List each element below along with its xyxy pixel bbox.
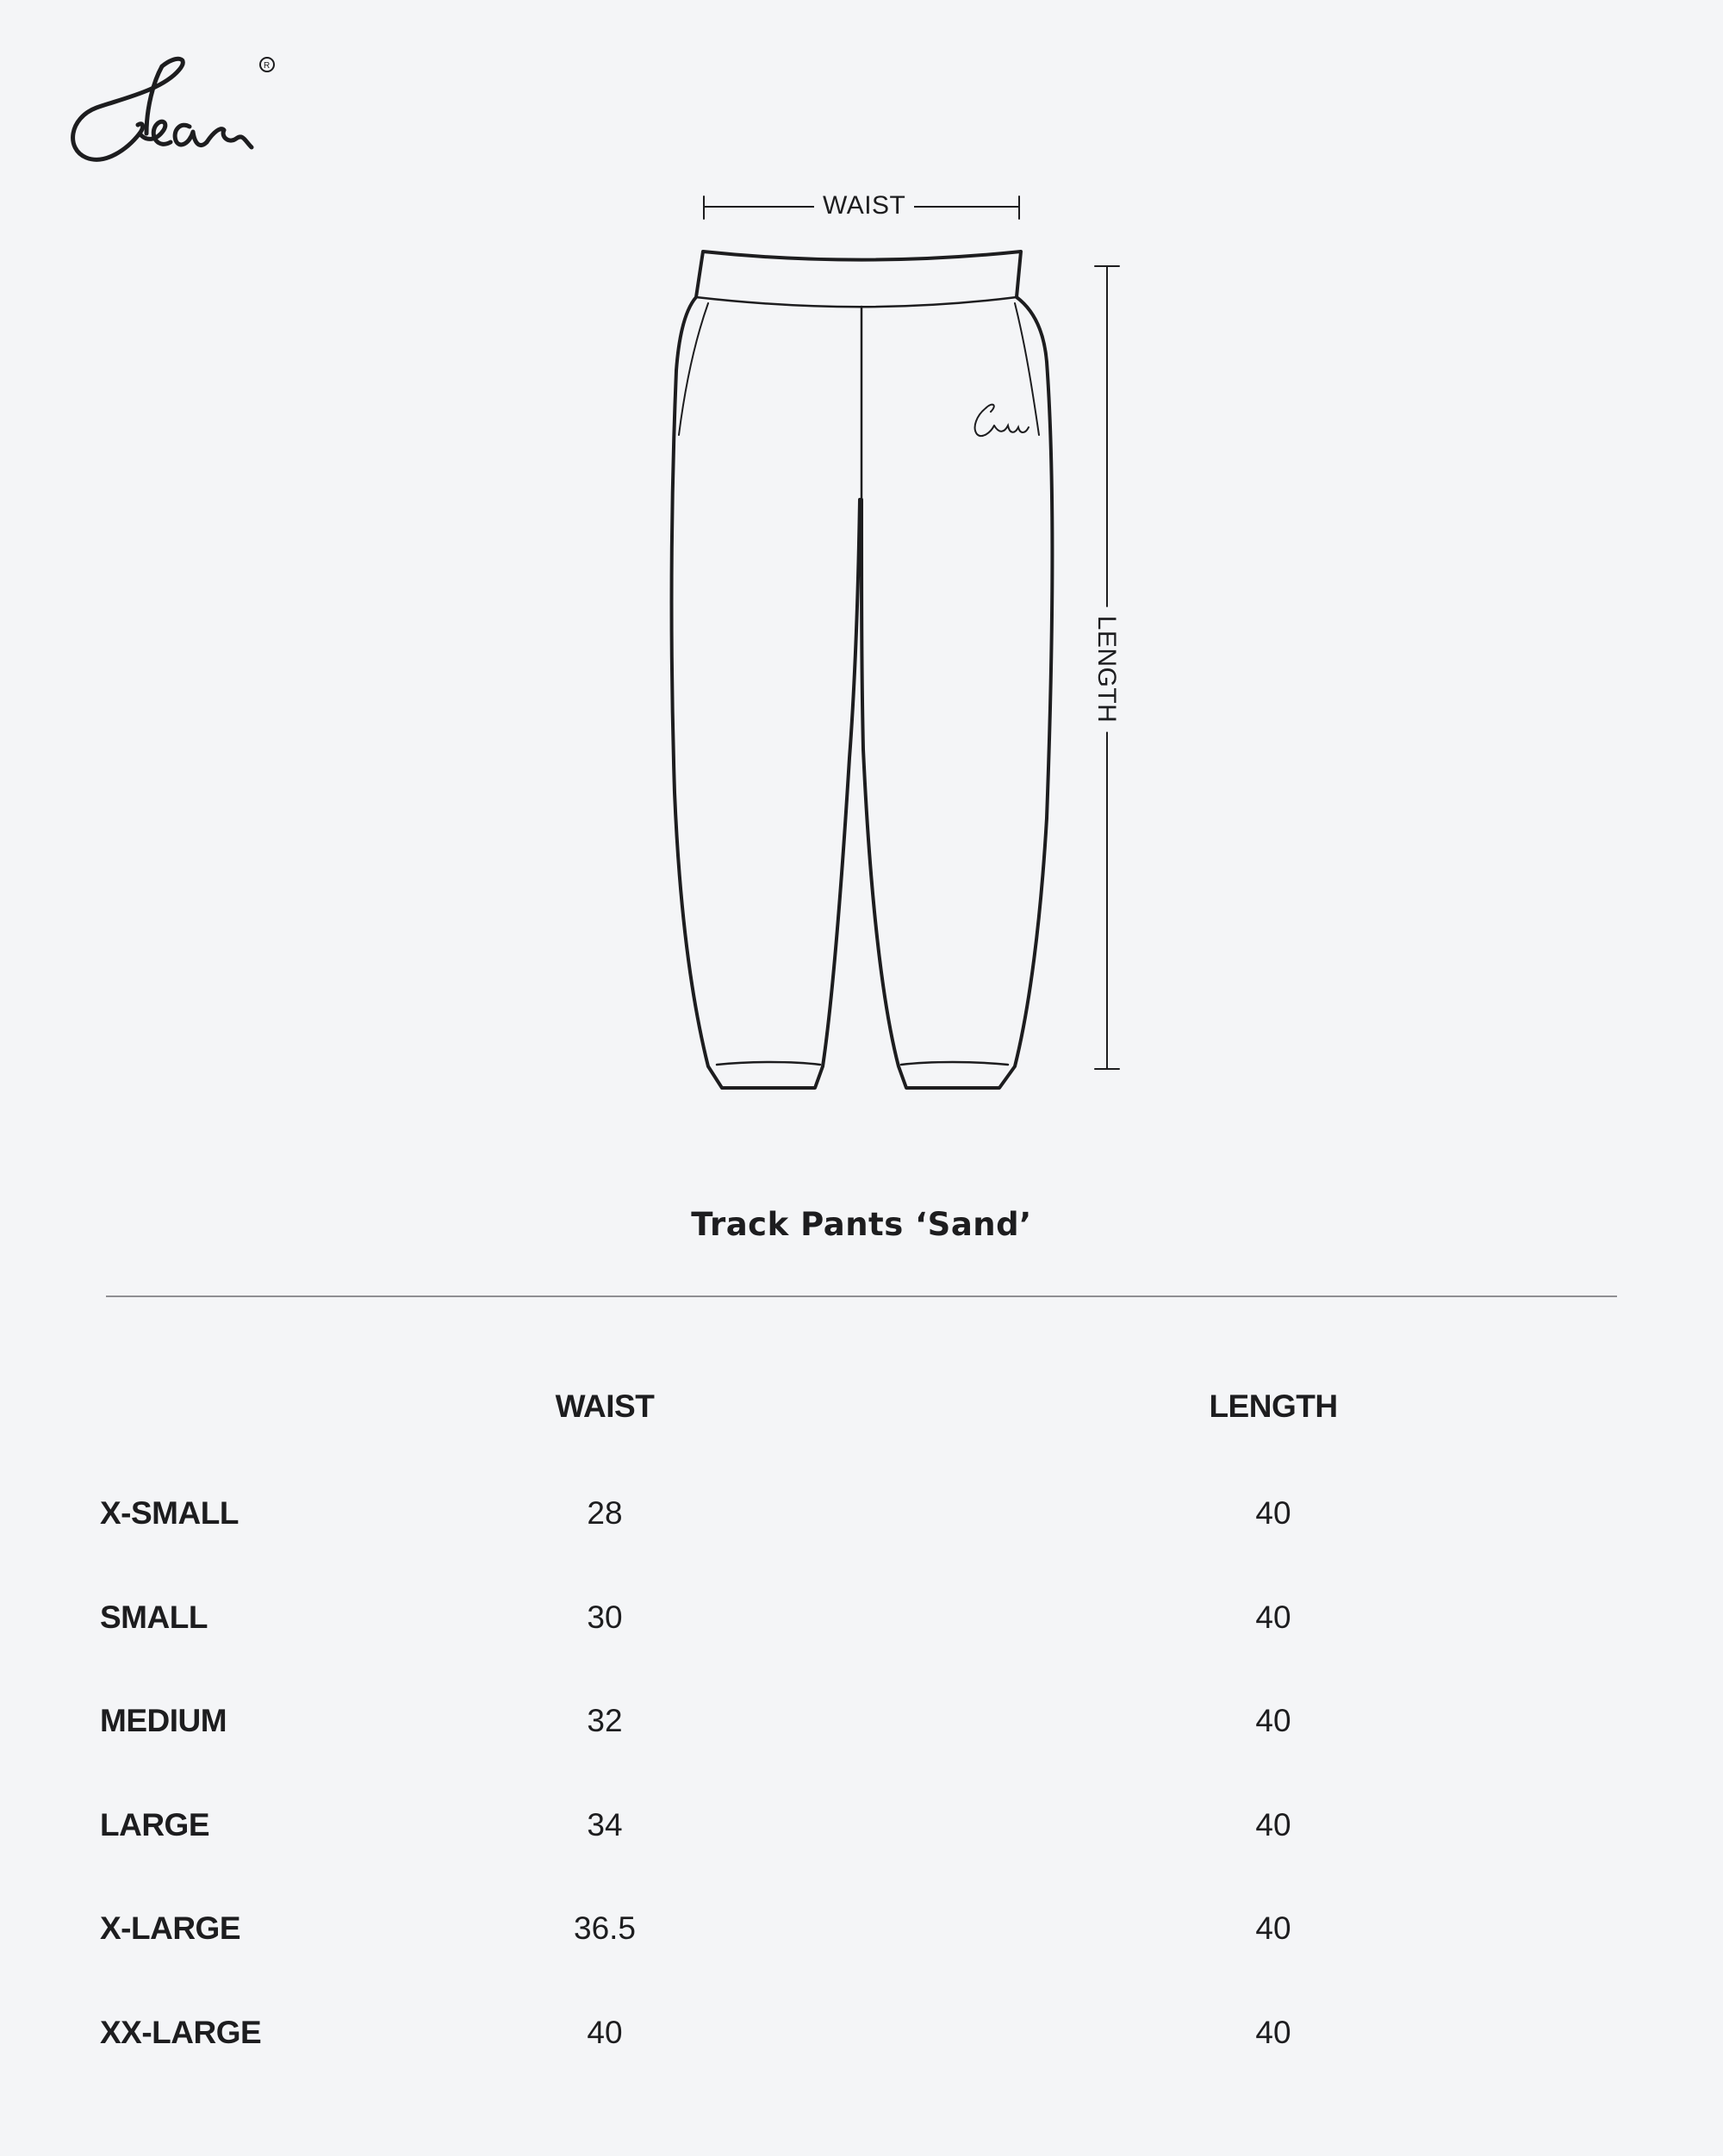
size-name: XX-LARGE bbox=[100, 2015, 262, 2050]
size-row bbox=[0, 1807, 1723, 1859]
divider bbox=[106, 1295, 1617, 1297]
length-dimension-label: LENGTH bbox=[1085, 607, 1128, 732]
length-value: 40 bbox=[1255, 1911, 1291, 1946]
size-name: SMALL bbox=[100, 1600, 208, 1635]
column-header-length: LENGTH bbox=[1209, 1389, 1338, 1424]
column-header-waist: WAIST bbox=[555, 1389, 655, 1424]
waist-value: 40 bbox=[587, 2015, 623, 2050]
length-value: 40 bbox=[1255, 2015, 1291, 2050]
length-value: 40 bbox=[1255, 1703, 1291, 1738]
pocket-logo bbox=[975, 405, 1029, 436]
waist-value: 36.5 bbox=[573, 1911, 637, 1946]
waist-value: 28 bbox=[587, 1495, 623, 1531]
product-title: Track Pants ‘Sand’ bbox=[691, 1206, 1032, 1243]
length-value: 40 bbox=[1255, 1807, 1291, 1842]
length-value: 40 bbox=[1255, 1600, 1291, 1635]
waist-value: 32 bbox=[587, 1703, 623, 1738]
size-name: LARGE bbox=[100, 1807, 209, 1842]
size-name: X-SMALL bbox=[100, 1495, 239, 1531]
size-name: X-LARGE bbox=[100, 1911, 240, 1946]
size-row bbox=[0, 2015, 1723, 2066]
waist-value: 34 bbox=[587, 1807, 623, 1842]
waist-dimension-label: WAIST bbox=[814, 191, 914, 221]
size-row bbox=[0, 1600, 1723, 1651]
size-name: MEDIUM bbox=[100, 1703, 227, 1738]
size-row bbox=[0, 1911, 1723, 1962]
size-row bbox=[0, 1703, 1723, 1755]
length-value: 40 bbox=[1255, 1495, 1291, 1531]
svg-text:R: R bbox=[264, 61, 271, 71]
size-row bbox=[0, 1495, 1723, 1547]
waist-value: 30 bbox=[587, 1600, 623, 1635]
